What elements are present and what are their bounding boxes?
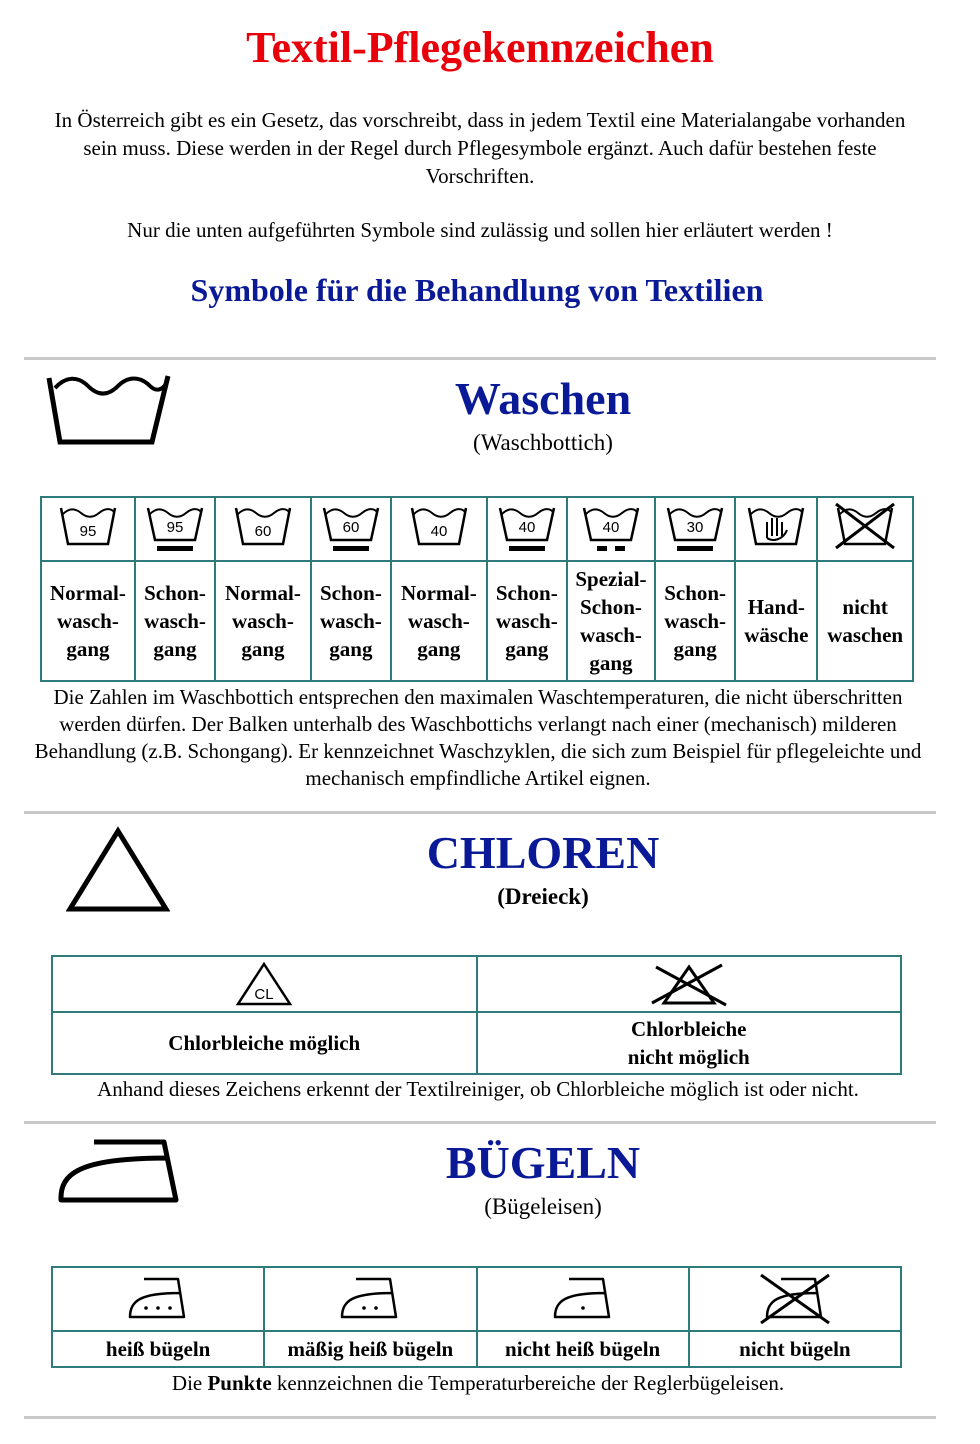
wash-tub-60-icon bbox=[230, 500, 296, 558]
wash-temperature: 60 bbox=[254, 523, 272, 540]
chlorine-forbidden-label: Chlorbleiche nicht möglich bbox=[477, 1012, 902, 1074]
chlorine-symbol-table bbox=[51, 955, 902, 1075]
iron-symbol-label: heiß bügeln bbox=[52, 1331, 264, 1367]
wash-tub-95-icon bbox=[55, 500, 121, 558]
iron-temperature-dot bbox=[581, 1306, 585, 1310]
iron-temperature-dot bbox=[168, 1306, 172, 1310]
ironing-note-suffix: kennzeichnen die Temperaturbereiche der Reglerbügeleisen. bbox=[271, 1371, 785, 1395]
wash-symbol-cell bbox=[215, 497, 311, 561]
triangle-icon bbox=[66, 826, 170, 914]
wash-temperature: 30 bbox=[686, 519, 704, 536]
washing-title: Waschen bbox=[454, 373, 632, 424]
ironing-subtitle: (Bügeleisen) bbox=[484, 1194, 602, 1219]
iron-1-dot-icon bbox=[535, 1271, 631, 1327]
iron-temperature-dot bbox=[363, 1306, 367, 1310]
wash-symbol-cell bbox=[655, 497, 735, 561]
iron-temperature-dot bbox=[144, 1306, 148, 1310]
ironing-title: BÜGELN bbox=[445, 1137, 641, 1188]
wash-tub-40-icon bbox=[406, 500, 472, 558]
washing-subtitle: (Waschbottich) bbox=[473, 430, 613, 455]
wash-temperature: 40 bbox=[602, 519, 620, 536]
wash-symbol-label: Schon- wasch- gang bbox=[487, 561, 567, 681]
wash-tub-icon bbox=[46, 372, 172, 448]
wash-symbol-label: Schon- wasch- gang bbox=[135, 561, 215, 681]
wash-tub-95-icon bbox=[142, 500, 208, 558]
ironing-note-prefix: Die bbox=[171, 1371, 208, 1395]
wash-symbol-cell bbox=[817, 497, 913, 561]
iron-symbol-cell bbox=[689, 1267, 901, 1331]
iron-temperature-dot bbox=[156, 1306, 160, 1310]
iron-symbol-label: nicht bügeln bbox=[689, 1331, 901, 1367]
wash-tub-40-icon bbox=[578, 500, 644, 558]
triangle-cl-icon bbox=[234, 961, 294, 1007]
divider bbox=[24, 357, 936, 360]
iron-3-dot-icon bbox=[110, 1271, 206, 1327]
wash-symbol-cell bbox=[567, 497, 655, 561]
wash-symbol-label: Normal- wasch- gang bbox=[41, 561, 135, 681]
triangle-cl-text: CL bbox=[254, 986, 274, 1003]
wash-symbol-label: nicht waschen bbox=[817, 561, 913, 681]
iron-symbol-cell bbox=[477, 1267, 689, 1331]
washing-note: Die Zahlen im Waschbottich entsprechen den maximalen Waschtemperaturen, die nicht überschritten werden dürfen. Der Balken unterhalb des Waschbottichs verlangt nach einer (mechanisch) milderen Behandlung (z.B. Schongang). Er kennzeichnet Waschzyklen, die sich zum Beispiel für pflegeleichte und mechanisch empfindliche Artikel eignen. bbox=[34, 685, 922, 790]
chlorine-subtitle: (Dreieck) bbox=[497, 884, 589, 909]
wash-symbol-cell bbox=[735, 497, 817, 561]
wash-symbol-cell bbox=[487, 497, 567, 561]
wash-symbol-cell bbox=[135, 497, 215, 561]
page-title: Textil-Pflegekennzeichen bbox=[246, 23, 714, 72]
wash-symbol-cell bbox=[311, 497, 391, 561]
crossed-triangle-icon bbox=[646, 961, 732, 1007]
wash-temperature: 40 bbox=[430, 523, 448, 540]
chlorine-note: Anhand dieses Zeichens erkennt der Textilreiniger, ob Chlorbleiche möglich ist oder nicht. bbox=[97, 1077, 859, 1101]
iron-icon bbox=[56, 1134, 182, 1206]
wash-symbol-label: Spezial- Schon- wasch- gang bbox=[567, 561, 655, 681]
iron-2-dot-icon bbox=[322, 1271, 418, 1327]
wash-temperature: 95 bbox=[166, 519, 184, 536]
wash-symbol-cell bbox=[391, 497, 487, 561]
wash-symbol-label: Normal- wasch- gang bbox=[215, 561, 311, 681]
iron-symbol-cell bbox=[52, 1267, 264, 1331]
hand-wash-icon bbox=[743, 500, 809, 558]
wash-temperature: 60 bbox=[342, 519, 360, 536]
wash-symbol-label: Schon- wasch- gang bbox=[311, 561, 391, 681]
wash-symbol-label: Hand- wäsche bbox=[735, 561, 817, 681]
iron-symbol-label: nicht heiß bügeln bbox=[477, 1331, 689, 1367]
chlorine-title: CHLOREN bbox=[426, 827, 660, 878]
divider bbox=[24, 1121, 936, 1124]
intro-paragraph: In Österreich gibt es ein Gesetz, das vorschreibt, dass in jedem Textil eine Materialangabe vorhanden sein muss. Diese werden in der Regel durch Pflegesymbole ergänzt. Auch dafür bestehen feste Vorschriften. bbox=[54, 108, 906, 188]
wash-temperature: 40 bbox=[518, 519, 536, 536]
chlorine-allowed-cell bbox=[52, 956, 477, 1012]
wash-tub-30-icon bbox=[662, 500, 728, 558]
divider bbox=[24, 1416, 936, 1419]
ironing-note bbox=[22, 1370, 934, 1397]
symbols-heading: Symbole für die Behandlung von Textilien bbox=[190, 272, 764, 308]
crossed-iron-icon bbox=[747, 1271, 843, 1327]
crossed-wash-tub-icon bbox=[832, 500, 898, 558]
wash-tub-60-icon bbox=[318, 500, 384, 558]
iron-symbol-cell bbox=[264, 1267, 476, 1331]
wash-temperature: 95 bbox=[79, 523, 97, 540]
wash-symbol-cell bbox=[41, 497, 135, 561]
divider bbox=[24, 811, 936, 814]
chlorine-forbidden-cell bbox=[477, 956, 902, 1012]
washing-symbol-table bbox=[40, 496, 914, 682]
iron-temperature-dot bbox=[375, 1306, 379, 1310]
wash-symbol-label: Normal- wasch- gang bbox=[391, 561, 487, 681]
ironing-symbol-table bbox=[51, 1266, 902, 1368]
chlorine-allowed-label: Chlorbleiche möglich bbox=[52, 1012, 477, 1074]
ironing-note-bold: Punkte bbox=[207, 1371, 272, 1395]
intro-note: Nur die unten aufgeführten Symbole sind zulässig und sollen hier erläutert werden ! bbox=[127, 218, 833, 242]
wash-symbol-label: Schon- wasch- gang bbox=[655, 561, 735, 681]
iron-symbol-label: mäßig heiß bügeln bbox=[264, 1331, 476, 1367]
wash-tub-40-icon bbox=[494, 500, 560, 558]
